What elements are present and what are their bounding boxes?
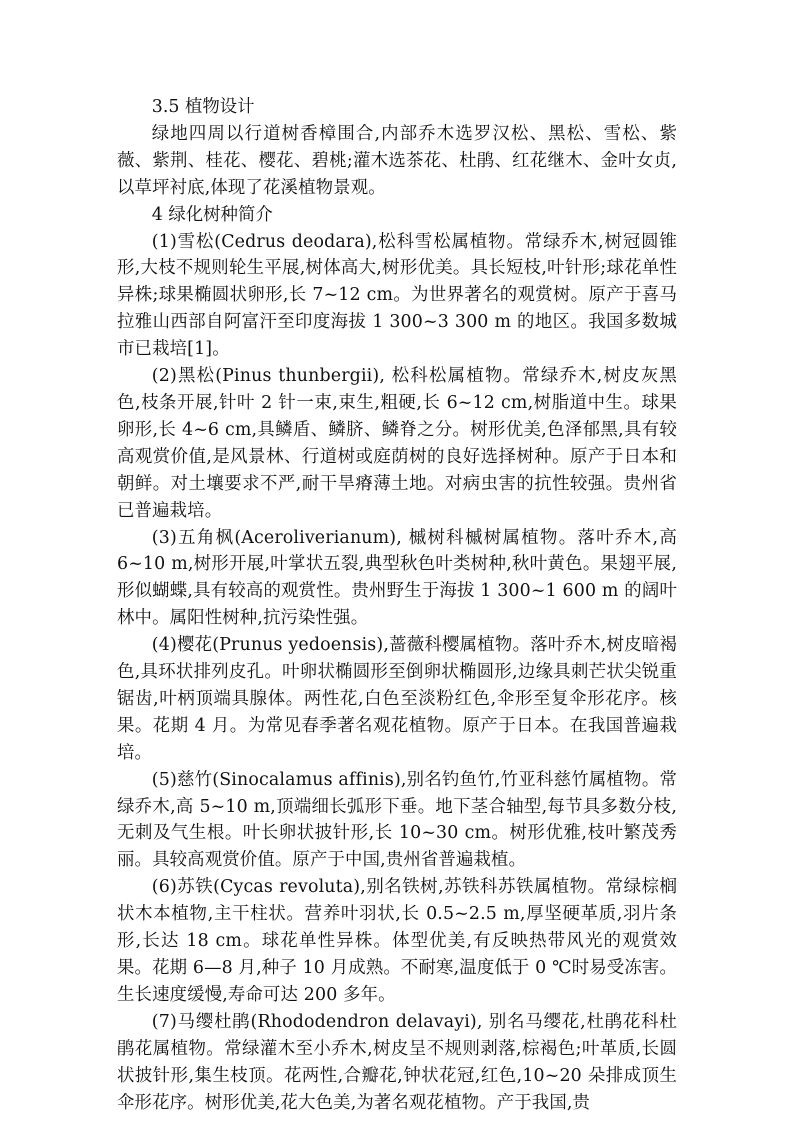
species-paragraph-acer: (3)五角枫(Aceroliverianum), 槭树科槭树属植物。落叶乔木,高 6~10 m,树形开展,叶掌状五裂,典型秋色叶类树种,秋叶黄色。果翅平展,形似蝴蝶,具有较高的观赏性。贵州野生于海拔 1 300~1 600 m 的阔叶林中。属阳性树种,抗污染性强。 xyxy=(117,527,677,629)
section-heading-species: 4 绿化树种简介 xyxy=(151,204,273,225)
species-paragraph-rhododendron: (7)马缨杜鹃(Rhododendron delavayi), 别名马缨花,杜鹃花科杜鹃花属植物。常绿灌木至小乔木,树皮呈不规则剥落,棕褐色;叶革质,长圆状披针形,集生枝顶。花两性,合瓣花,钟状花冠,红色,10~20 朵排成顶生伞形花序。树形优美,花大色美,为著名观花植物。产于我国,贵 xyxy=(117,1011,677,1113)
plant-design-paragraph: 绿地四周以行道树香樟围合,内部乔木选罗汉松、黑松、雪松、紫薇、紫荆、桂花、樱花、碧桃;灌木选茶花、杜鹃、红花继木、金叶女贞,以草坪衬底,体现了花溪植物景观。 xyxy=(117,123,677,198)
species-paragraph-pinus: (2)黑松(Pinus thunbergii), 松科松属植物。常绿乔木,树皮灰黑色,枝条开展,针叶 2 针一束,束生,粗硬,长 6~12 cm,树脂道中生。球果卵形,长 4~6 cm,具鳞盾、鳞脐、鳞脊之分。树形优美,色泽郁黑,具有较高观赏价值,是风景林、行道树或庭荫树的良好选择树种。原产于日本和朝鲜。对土壤要求不严,耐干旱瘠薄土地。对病虫害的抗性较强。贵州省已普遍栽培。 xyxy=(117,366,677,521)
document-page xyxy=(117,94,677,1116)
species-paragraph-cedrus: (1)雪松(Cedrus deodara),松科雪松属植物。常绿乔木,树冠圆锥形,大枝不规则轮生平展,树体高大,树形优美。具长短枝,叶针形;球花单性异株;球果椭圆状卵形,长 7~12 cm。为世界著名的观赏树。原产于喜马拉雅山西部自阿富汗至印度海拔 1 300~3 300 m 的地区。我国多数城市已栽培[1]。 xyxy=(117,231,677,360)
species-paragraph-sinocalamus: (5)慈竹(Sinocalamus affinis),别名钓鱼竹,竹亚科慈竹属植物。常绿乔木,高 5~10 m,顶端细长弧形下垂。地下茎合轴型,每节具多数分枝,无刺及气生根。叶长卵状披针形,长 10~30 cm。树形优雅,枝叶繁茂秀丽。具较高观赏价值。原产于中国,贵州省普遍栽植。 xyxy=(117,769,677,871)
section-heading-plant-design: 3.5 植物设计 xyxy=(151,97,255,117)
species-paragraph-cycas: (6)苏铁(Cycas revoluta),别名铁树,苏铁科苏铁属植物。常绿棕榈状木本植物,主干柱状。营养叶羽状,长 0.5~2.5 m,厚坚硬革质,羽片条形,长达 18 cm。球花单性异株。体型优美,有反映热带风光的观赏效果。花期 6—8 月,种子 10 月成熟。不耐寒,温度低于 0 ℃时易受冻害。生长速度缓慢,寿命可达 200 多年。 xyxy=(117,877,677,1005)
species-paragraph-prunus: (4)樱花(Prunus yedoensis),蔷薇科樱属植物。落叶乔木,树皮暗褐色,具环状排列皮孔。叶卵状椭圆形至倒卵状椭圆形,边缘具刺芒状尖锐重锯齿,叶柄顶端具腺体。两性花,白色至淡粉红色,伞形至复伞形花序。核果。花期 4 月。为常见春季著名观花植物。原产于日本。在我国普遍栽培。 xyxy=(117,635,677,763)
